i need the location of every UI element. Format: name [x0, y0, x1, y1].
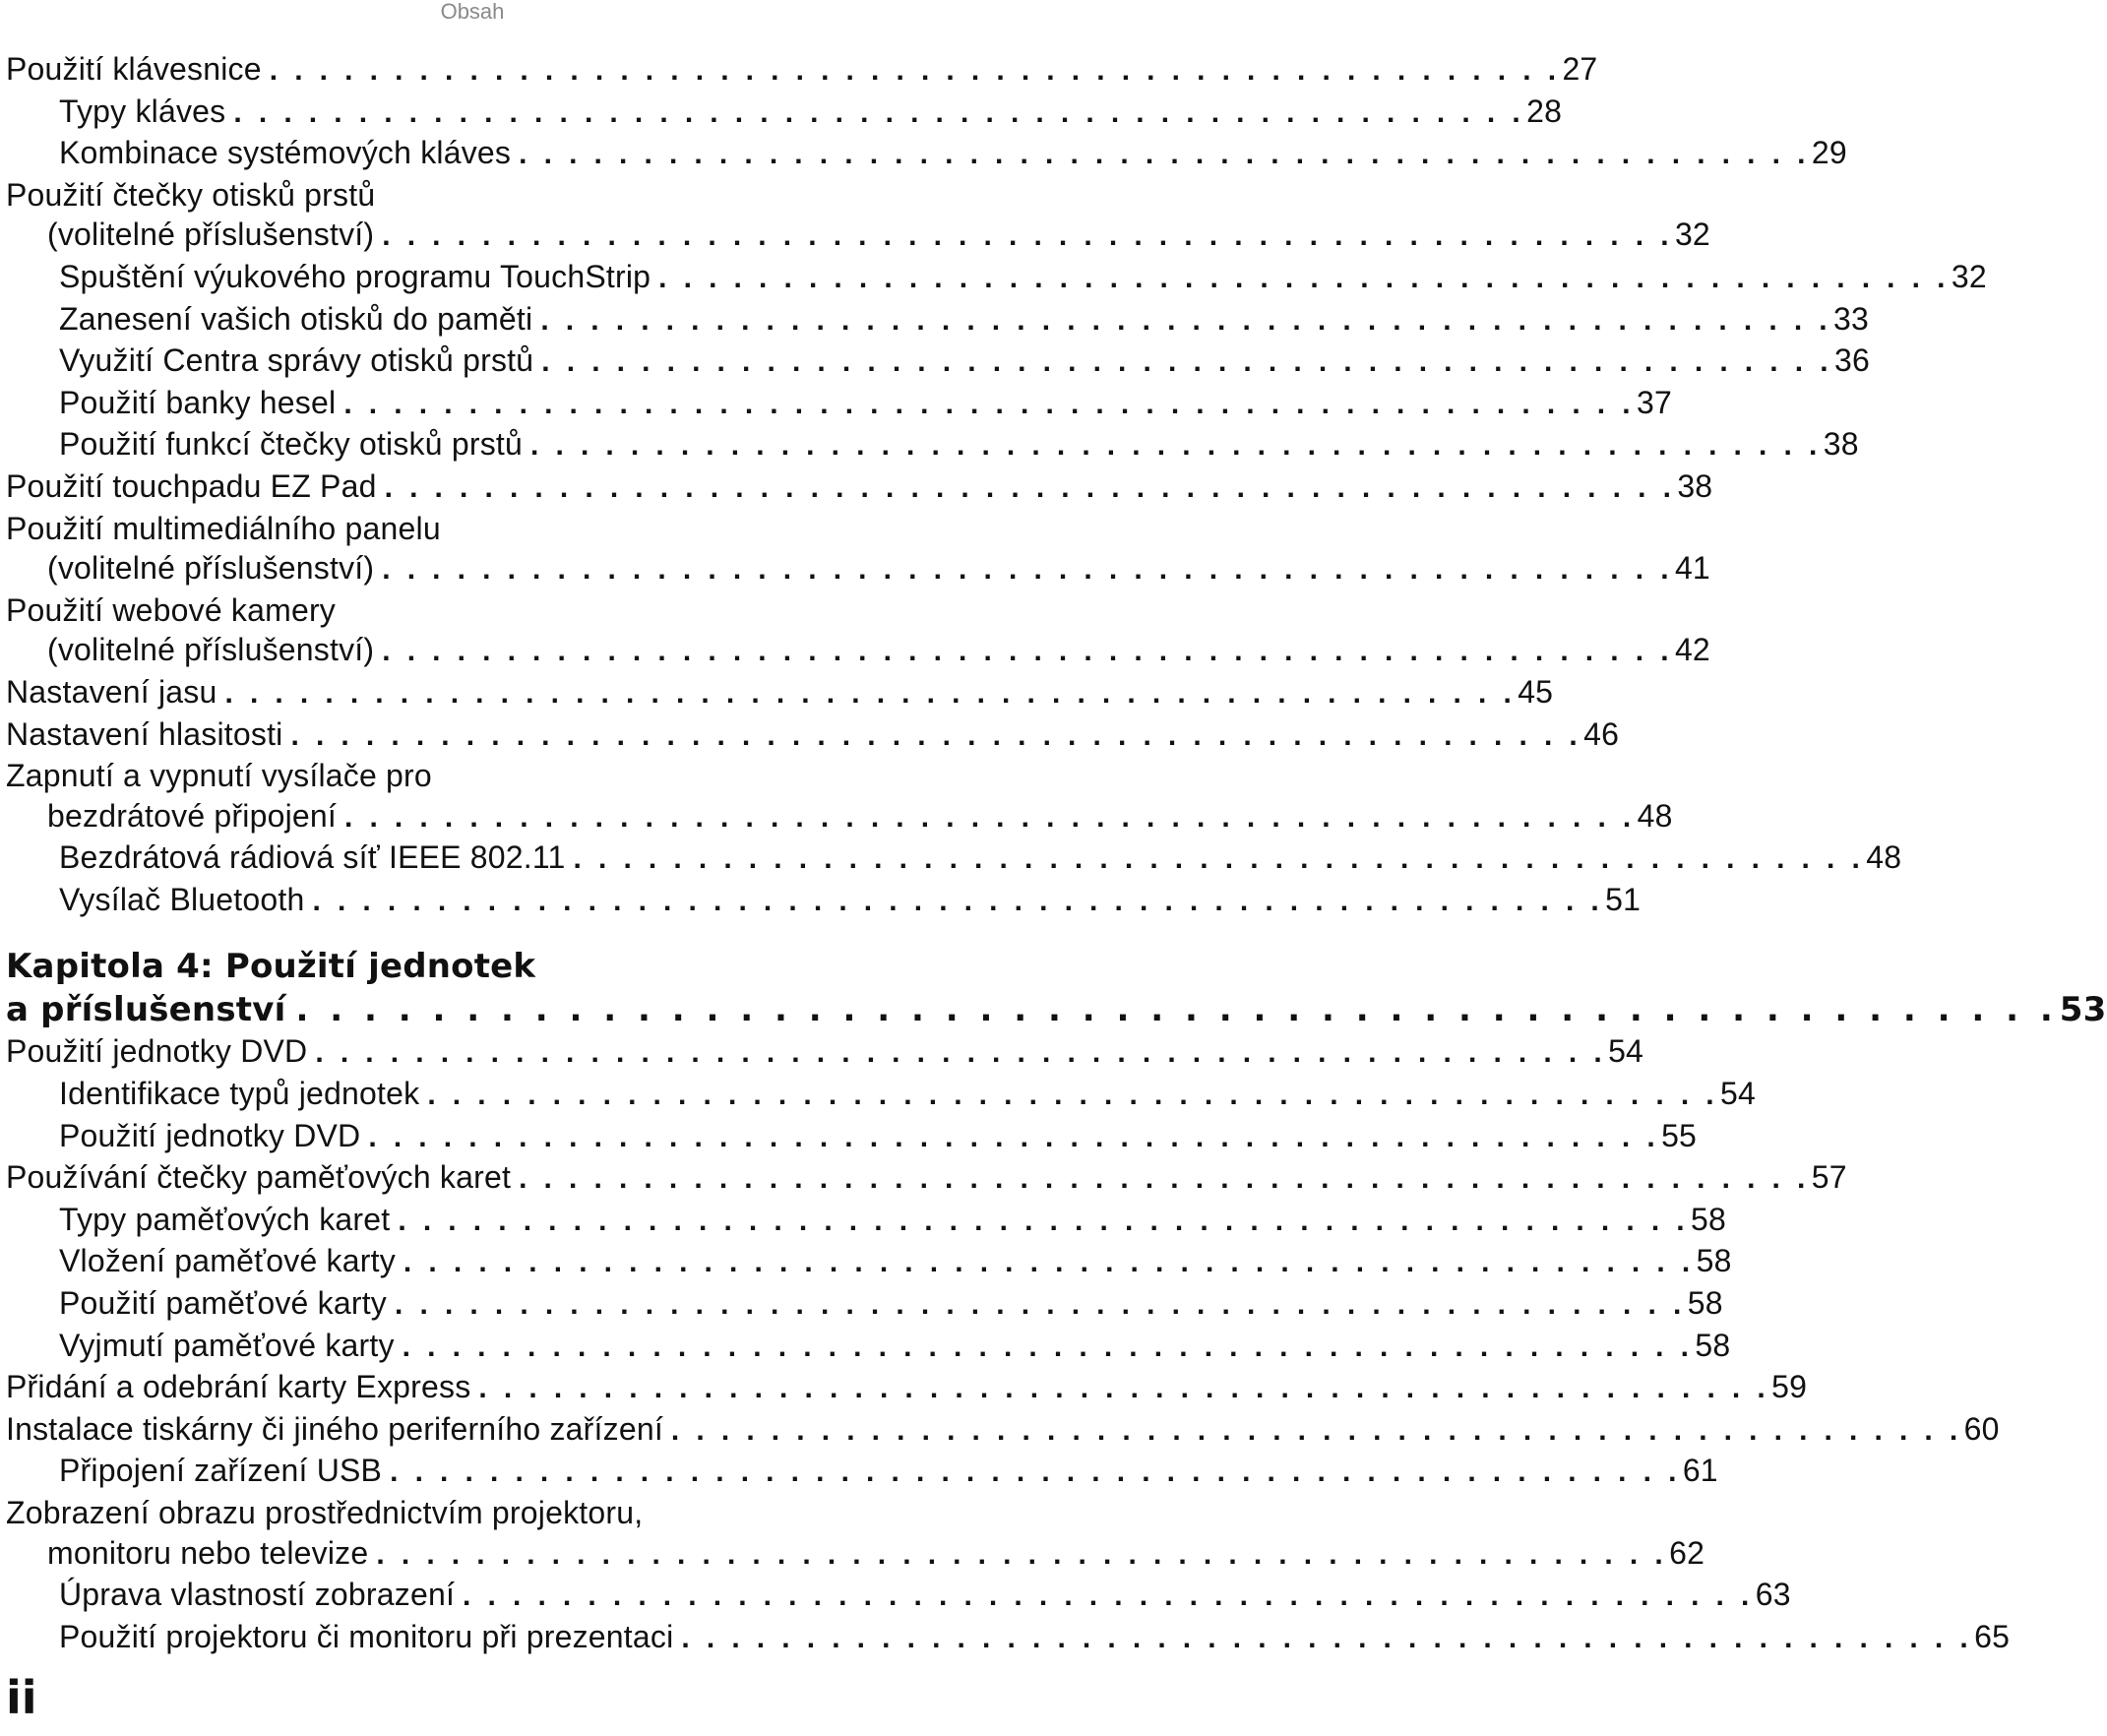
toc-entry-label: bezdrátové připojení — [47, 797, 337, 834]
toc-entry-label: Použití banky hesel — [59, 384, 337, 420]
toc-entry[interactable] — [6, 1367, 1808, 1409]
dot-leader: . . . . . . . . . . . . . . . . . . . . . . . . . . . . . . . . . . . . . . . . . . . . . . . . . . . . — [398, 1204, 1690, 1237]
toc-page-number: 58 — [1687, 1285, 1723, 1322]
dot-leader: . . . . . . . . . . . . . . . . . . . . . . . . . . . . . . . . . . . . . . . . . . . . . . . . . . . . — [427, 1079, 1719, 1112]
toc-entry[interactable] — [6, 1200, 1727, 1242]
toc-entry-label: Vložení paměťové karty — [59, 1243, 396, 1279]
toc-page-number: 63 — [1755, 1577, 1791, 1613]
toc-entry[interactable] — [6, 383, 1673, 425]
toc-entry[interactable] — [6, 837, 1902, 880]
dot-leader: . . . . . . . . . . . . . . . . . . . . . . . . . . . . . . . . . . . . . . . . . . . . . . . . . . . . — [382, 553, 1673, 587]
toc-entry[interactable] — [6, 466, 1713, 509]
toc-entry-label: Použití touchpadu EZ Pad — [6, 467, 377, 504]
toc-page-number: 54 — [1720, 1076, 1757, 1112]
toc-entry-label: Použití paměťové karty — [59, 1285, 387, 1322]
toc-page-number: 53 — [2059, 990, 2107, 1030]
toc-entry[interactable] — [6, 630, 1710, 672]
toc-entry-label: monitoru nebo televize — [47, 1534, 369, 1571]
toc-entry[interactable] — [6, 92, 1563, 134]
toc-page-number: 27 — [1562, 51, 1598, 87]
toc-entry[interactable] — [6, 1451, 1718, 1493]
dot-leader: . . . . . . . . . . . . . . . . . . . . . . . . . . . . . . . . . . . . . . . . . . . . . . . . . . . . — [315, 1036, 1607, 1070]
dot-leader: . . . . . . . . . . . . . . . . . . . . . . . . . . . . . . . . . . . . . . . . . . . . . . . . . . . . — [382, 635, 1673, 668]
toc-entry-label: Bezdrátová rádiová síť IEEE 802.11 — [59, 839, 566, 876]
toc-page-number: 38 — [1677, 467, 1713, 504]
toc-page-number: 33 — [1833, 300, 1870, 337]
toc-page-number: 48 — [1637, 797, 1673, 834]
toc-entry-label: Nastavení jasu — [6, 673, 217, 710]
toc-entry-label: Zanesení vašich otisků do paměti — [59, 300, 533, 337]
toc-entry[interactable] — [6, 590, 935, 631]
toc-page-number: 51 — [1605, 881, 1642, 917]
toc-page-number: 60 — [1963, 1410, 2000, 1447]
dot-leader: . . . . . . . . . . . . . . . . . . . . . . . . . . . . . . . . . . . . . . . . . . . . . . . . . . . . — [376, 1537, 1668, 1571]
toc-entry[interactable] — [6, 1157, 1847, 1200]
toc-entry[interactable] — [6, 509, 935, 549]
toc-entry[interactable] — [6, 257, 1987, 299]
toc-entry[interactable] — [6, 1116, 1698, 1158]
toc-entry[interactable] — [6, 133, 1847, 175]
dot-leader: . . . . . . . . . . . . . . . . . . . . . . . . . . . . . . . . . . . . . . . . . . . . . . . . . . . . — [541, 345, 1832, 379]
toc-entry[interactable] — [6, 714, 1620, 757]
toc-entry[interactable] — [6, 1326, 1731, 1368]
toc-entry-label: Typy kláves — [59, 93, 226, 129]
toc-entry-label: Zobrazení obrazu prostřednictvím projektoru, — [6, 1495, 644, 1530]
toc-entry[interactable] — [6, 424, 1859, 466]
toc-entry[interactable] — [6, 215, 1710, 257]
dot-leader: . . . . . . . . . . . . . . . . . . . . . . . . . . . . . . . . . . . . . . . . . . . . . . . . . . . . — [312, 884, 1604, 917]
toc-entry[interactable] — [6, 1074, 1757, 1116]
dot-leader: . . . . . . . . . . . . . . . . . . . . . . . . . . . . . . . . . . . . . . . . . . . . . . . . . . . . — [573, 842, 1865, 876]
toc-page-number: 36 — [1833, 342, 1870, 379]
dot-leader: . . . . . . . . . . . . . . . . . . . . . . . . . . . . . . . . . . . . . . . . . . . . . . . . . . . . — [658, 261, 1950, 294]
toc-page-number: 29 — [1811, 135, 1847, 171]
toc-page-number: 57 — [1811, 1159, 1847, 1196]
toc-entry-label: Použití jednotky DVD — [59, 1117, 361, 1153]
dot-leader: . . . . . . . . . . . . . . . . . . . . . . . . . . . . . . . . . . . . . . . . . . . . . . . . . . . . — [368, 1120, 1660, 1153]
toc-entry-label: Úprava vlastností zobrazení — [59, 1577, 456, 1613]
toc-page-number: 48 — [1866, 839, 1902, 876]
toc-entry-label: Nastavení hlasitosti — [6, 715, 283, 752]
toc-page-number: 37 — [1637, 384, 1673, 420]
toc-entry-label: Použití jednotky DVD — [6, 1033, 308, 1070]
toc-page-number: 42 — [1674, 632, 1710, 668]
toc-entry-label: (volitelné příslušenství) — [47, 217, 375, 253]
dot-leader: . . . . . . . . . . . . . . . . . . . . . . . . . . . . . . . . . . . . . . . . . . . . . . . . . . . . — [540, 303, 1832, 337]
toc-entry[interactable] — [6, 175, 935, 216]
toc-page-number: 61 — [1682, 1453, 1718, 1489]
toc-entry[interactable] — [6, 49, 1598, 92]
toc-entry-label: Zapnutí a vypnutí vysílače pro — [6, 758, 432, 794]
table-of-contents — [6, 49, 2107, 1658]
toc-entry-label: Identifikace typů jednotek — [59, 1076, 420, 1112]
toc-entry-label: Přidání a odebrání karty Express — [6, 1369, 471, 1405]
dot-leader: . . . . . . . . . . . . . . . . . . . . . . . . . . . . . . . . . . . . . . . . . . . . . . . . . . . . — [681, 1621, 1973, 1654]
running-head: Obsah — [440, 0, 505, 24]
toc-page-number: 55 — [1661, 1117, 1698, 1153]
toc-page-number: 58 — [1696, 1243, 1732, 1279]
toc-page-number: 58 — [1691, 1201, 1727, 1237]
chapter-heading-label: Kapitola 4: Použití jednotek — [6, 947, 536, 987]
dot-leader: . . . . . . . . . . . . . . . . . . . . . . . . . . . . . . . . . . . . . . . . . . . . . . . . . . . . — [395, 1288, 1686, 1322]
toc-page-number: 46 — [1583, 715, 1620, 752]
toc-entry[interactable] — [6, 672, 1554, 714]
dot-leader: . . . . . . . . . . . . . . . . . . . . . . . . . . . . . . . . . . . . . . . . . . . . . . . . . . . . — [290, 718, 1582, 752]
dot-leader: . . . . . . . . . . . . . . . . . . . . . . . . . . . . . . . . . . . . . . . . . . . . . . . . . . . . — [343, 387, 1636, 420]
toc-page-number: 54 — [1608, 1033, 1644, 1070]
toc-entry-label: (volitelné příslušenství) — [47, 550, 375, 587]
toc-entry-label: Použití multimediálního panelu — [6, 510, 441, 546]
toc-entry[interactable] — [6, 548, 1710, 590]
toc-entry-label: Vysílač Bluetooth — [59, 881, 305, 917]
toc-entry[interactable] — [6, 299, 1870, 341]
toc-entry[interactable] — [6, 796, 1673, 838]
toc-page-number: 32 — [1951, 258, 1987, 294]
toc-entry-label: Použití webové kamery — [6, 591, 337, 628]
toc-entry-label: Použití klávesnice — [6, 51, 262, 87]
toc-entry-label: Použití projektoru či monitoru při prezentaci — [59, 1618, 674, 1654]
toc-entry[interactable] — [6, 1533, 1705, 1576]
chapter-heading[interactable] — [6, 988, 2107, 1031]
toc-entry-label: Použití čtečky otisků prstů — [6, 176, 376, 213]
toc-entry[interactable] — [6, 880, 1642, 922]
toc-entry[interactable] — [6, 1493, 935, 1533]
toc-entry-label: Kombinace systémových kláves — [59, 135, 512, 171]
toc-page-number: 28 — [1526, 93, 1563, 129]
toc-entry-label: Spuštění výukového programu TouchStrip — [59, 258, 651, 294]
toc-entry-label: (volitelné příslušenství) — [47, 632, 375, 668]
toc-entry-label: Typy paměťových karet — [59, 1201, 391, 1237]
dot-leader: . . . . . . . . . . . . . . . . . . . . . . . . . . . . . . . . . . . . . . . . . . . . . . . . . . . . — [390, 1456, 1681, 1489]
toc-entry[interactable] — [6, 1241, 1732, 1283]
dot-leader: . . . . . . . . . . . . . . . . . . . . . . . . . . . . . . . . . . . . . . . . . . . . . . . . . . . . — [478, 1372, 1770, 1405]
toc-entry-label: Využití Centra správy otisků prstů — [59, 342, 534, 379]
toc-entry[interactable] — [6, 341, 1870, 383]
dot-leader: . . . . . . . . . . . . . . . . . . . . . . . . . . . . . . . . . . . . . . . . . . . . . . . . . . . . — [403, 1246, 1695, 1279]
dot-leader: . . . . . . . . . . . . . . . . . . . . . . . . . . . . . . . . . . . . . . . . . . . . . . . . . . . . — [295, 990, 2058, 1030]
toc-entry[interactable] — [6, 1283, 1723, 1326]
toc-page-number: 62 — [1669, 1534, 1705, 1571]
toc-entry-label: Používání čtečky paměťových karet — [6, 1159, 512, 1196]
dot-leader: . . . . . . . . . . . . . . . . . . . . . . . . . . . . . . . . . . . . . . . . . . . . . . . . . . . . — [670, 1413, 1962, 1447]
toc-entry[interactable] — [6, 1409, 2000, 1452]
toc-entry-label: Vyjmutí paměťové karty — [59, 1327, 395, 1363]
dot-leader: . . . . . . . . . . . . . . . . . . . . . . . . . . . . . . . . . . . . . . . . . . . . . . . . . . . . — [343, 800, 1636, 834]
dot-leader: . . . . . . . . . . . . . . . . . . . . . . . . . . . . . . . . . . . . . . . . . . . . . . . . . . . . — [382, 219, 1673, 253]
dot-leader: . . . . . . . . . . . . . . . . . . . . . . . . . . . . . . . . . . . . . . . . . . . . . . . . . . . . — [269, 54, 1561, 87]
toc-entry-label: Připojení zařízení USB — [59, 1453, 383, 1489]
toc-entry[interactable] — [6, 1575, 1791, 1617]
toc-entry[interactable] — [6, 1031, 1644, 1074]
toc-page-number: 59 — [1771, 1369, 1808, 1405]
toc-page-number: 41 — [1674, 550, 1710, 587]
chapter-heading-label: a příslušenství — [6, 990, 286, 1030]
toc-page-number: 38 — [1823, 426, 1859, 463]
dot-leader: . . . . . . . . . . . . . . . . . . . . . . . . . . . . . . . . . . . . . . . . . . . . . . . . . . . . — [224, 676, 1517, 710]
dot-leader: . . . . . . . . . . . . . . . . . . . . . . . . . . . . . . . . . . . . . . . . . . . . . . . . . . . . — [519, 1162, 1810, 1196]
dot-leader: . . . . . . . . . . . . . . . . . . . . . . . . . . . . . . . . . . . . . . . . . . . . . . . . . . . . — [384, 470, 1676, 504]
toc-page-number: 45 — [1518, 673, 1554, 710]
dot-leader: . . . . . . . . . . . . . . . . . . . . . . . . . . . . . . . . . . . . . . . . . . . . . . . . . . . . — [519, 138, 1810, 171]
dot-leader: . . . . . . . . . . . . . . . . . . . . . . . . . . . . . . . . . . . . . . . . . . . . . . . . . . . . — [402, 1330, 1694, 1363]
toc-entry-label: Instalace tiskárny či jiného periferního zařízení — [6, 1410, 663, 1447]
toc-entry[interactable] — [6, 756, 935, 796]
dot-leader: . . . . . . . . . . . . . . . . . . . . . . . . . . . . . . . . . . . . . . . . . . . . . . . . . . . . — [530, 429, 1822, 463]
dot-leader: . . . . . . . . . . . . . . . . . . . . . . . . . . . . . . . . . . . . . . . . . . . . . . . . . . . . — [233, 95, 1525, 129]
toc-page-number: 32 — [1674, 217, 1710, 253]
dot-leader: . . . . . . . . . . . . . . . . . . . . . . . . . . . . . . . . . . . . . . . . . . . . . . . . . . . . — [463, 1580, 1754, 1613]
toc-page-number: 65 — [1974, 1618, 2011, 1654]
toc-page-number: 58 — [1695, 1327, 1731, 1363]
page-number-folio: ii — [6, 1671, 37, 1724]
toc-entry[interactable] — [6, 1617, 2011, 1659]
toc-entry-label: Použití funkcí čtečky otisků prstů — [59, 426, 523, 463]
chapter-heading[interactable] — [6, 945, 935, 988]
